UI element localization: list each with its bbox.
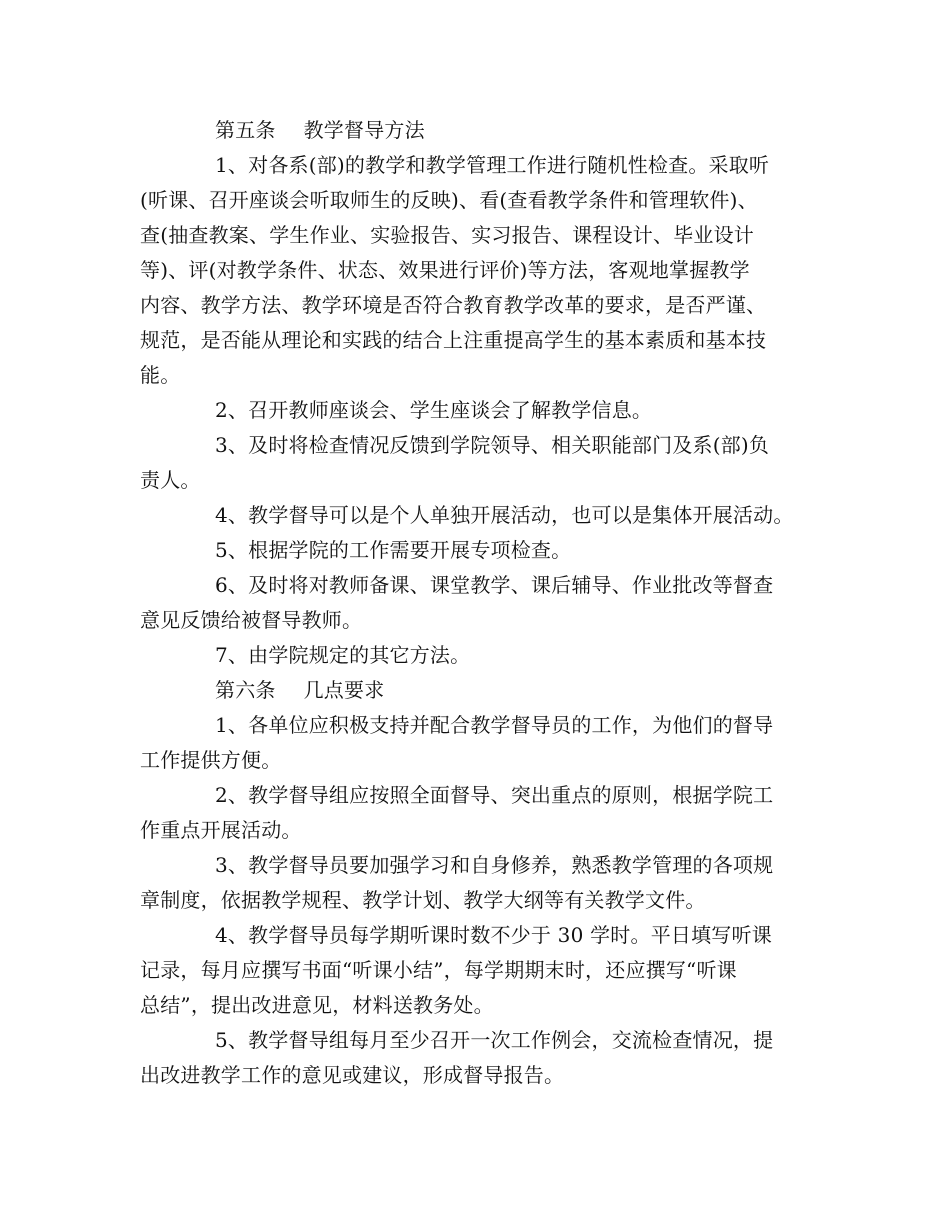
article-5-number: 第五条 bbox=[215, 118, 276, 142]
paragraph-line: 总结”，提出改进意见，材料送教务处。 bbox=[140, 993, 494, 1017]
article-6-number: 第六条 bbox=[215, 678, 276, 702]
paragraph-line: 5、教学督导组每月至少召开一次工作例会，交流检查情况，提 bbox=[215, 1028, 774, 1052]
paragraph-line: 章制度，依据教学规程、教学计划、教学大纲等有关教学文件。 bbox=[140, 888, 706, 912]
paragraph-line: 意见反馈给被督导教师。 bbox=[140, 608, 363, 632]
paragraph-line: 6、及时将对教师备课、课堂教学、课后辅导、作业批改等督查 bbox=[215, 573, 774, 597]
paragraph-line: 能。 bbox=[140, 363, 181, 387]
paragraph-line: 4、教学督导员每学期听课时数不少于 30 学时。平日填写听课 bbox=[215, 923, 772, 947]
paragraph-line: 出改进教学工作的意见或建议，形成督导报告。 bbox=[140, 1063, 565, 1087]
paragraph-line: 作重点开展活动。 bbox=[140, 818, 302, 842]
paragraph-line: (听课、召开座谈会听取师生的反映)、看(查看教学条件和管理软件)、 bbox=[140, 188, 758, 212]
paragraph-line: 3、教学督导员要加强学习和自身修养，熟悉教学管理的各项规 bbox=[215, 853, 774, 877]
article-5-heading bbox=[140, 113, 812, 148]
paragraph-line: 3、及时将检查情况反馈到学院领导、相关职能部门及系(部)负 bbox=[215, 433, 770, 457]
paragraph-line: 记录，每月应撰写书面“听课小结”，每学期期末时，还应撰写“听课 bbox=[140, 958, 737, 982]
paragraph-line: 内容、教学方法、教学环境是否符合教育教学改革的要求，是否严谨、 bbox=[140, 293, 767, 317]
article-6-title: 几点要求 bbox=[303, 678, 385, 702]
paragraph-line: 规范，是否能从理论和实践的结合上注重提高学生的基本素质和基本技 bbox=[140, 328, 767, 352]
article-5-title: 教学督导方法 bbox=[303, 118, 425, 142]
document-page bbox=[140, 113, 812, 1093]
article-6-heading bbox=[140, 673, 812, 708]
paragraph-line: 1、各单位应积极支持并配合教学督导员的工作，为他们的督导 bbox=[215, 713, 774, 737]
paragraph-line: 5、根据学院的工作需要开展专项检查。 bbox=[215, 538, 572, 562]
paragraph-line: 责人。 bbox=[140, 468, 201, 492]
paragraph-line: 7、由学院规定的其它方法。 bbox=[215, 643, 471, 667]
paragraph-line: 2、召开教师座谈会、学生座谈会了解教学信息。 bbox=[215, 398, 653, 422]
paragraph-line: 查(抽查教案、学生作业、实验报告、实习报告、课程设计、毕业设计 bbox=[140, 223, 755, 247]
paragraph-line: 工作提供方便。 bbox=[140, 748, 282, 772]
paragraph-line: 1、对各系(部)的教学和教学管理工作进行随机性检查。采取听 bbox=[215, 153, 770, 177]
paragraph-line: 2、教学督导组应按照全面督导、突出重点的原则，根据学院工 bbox=[215, 783, 774, 807]
paragraph-line: 等)、评(对教学条件、状态、效果进行评价)等方法，客观地掌握教学 bbox=[140, 258, 750, 282]
paragraph-line: 4、教学督导可以是个人单独开展活动，也可以是集体开展活动。 bbox=[215, 503, 794, 527]
